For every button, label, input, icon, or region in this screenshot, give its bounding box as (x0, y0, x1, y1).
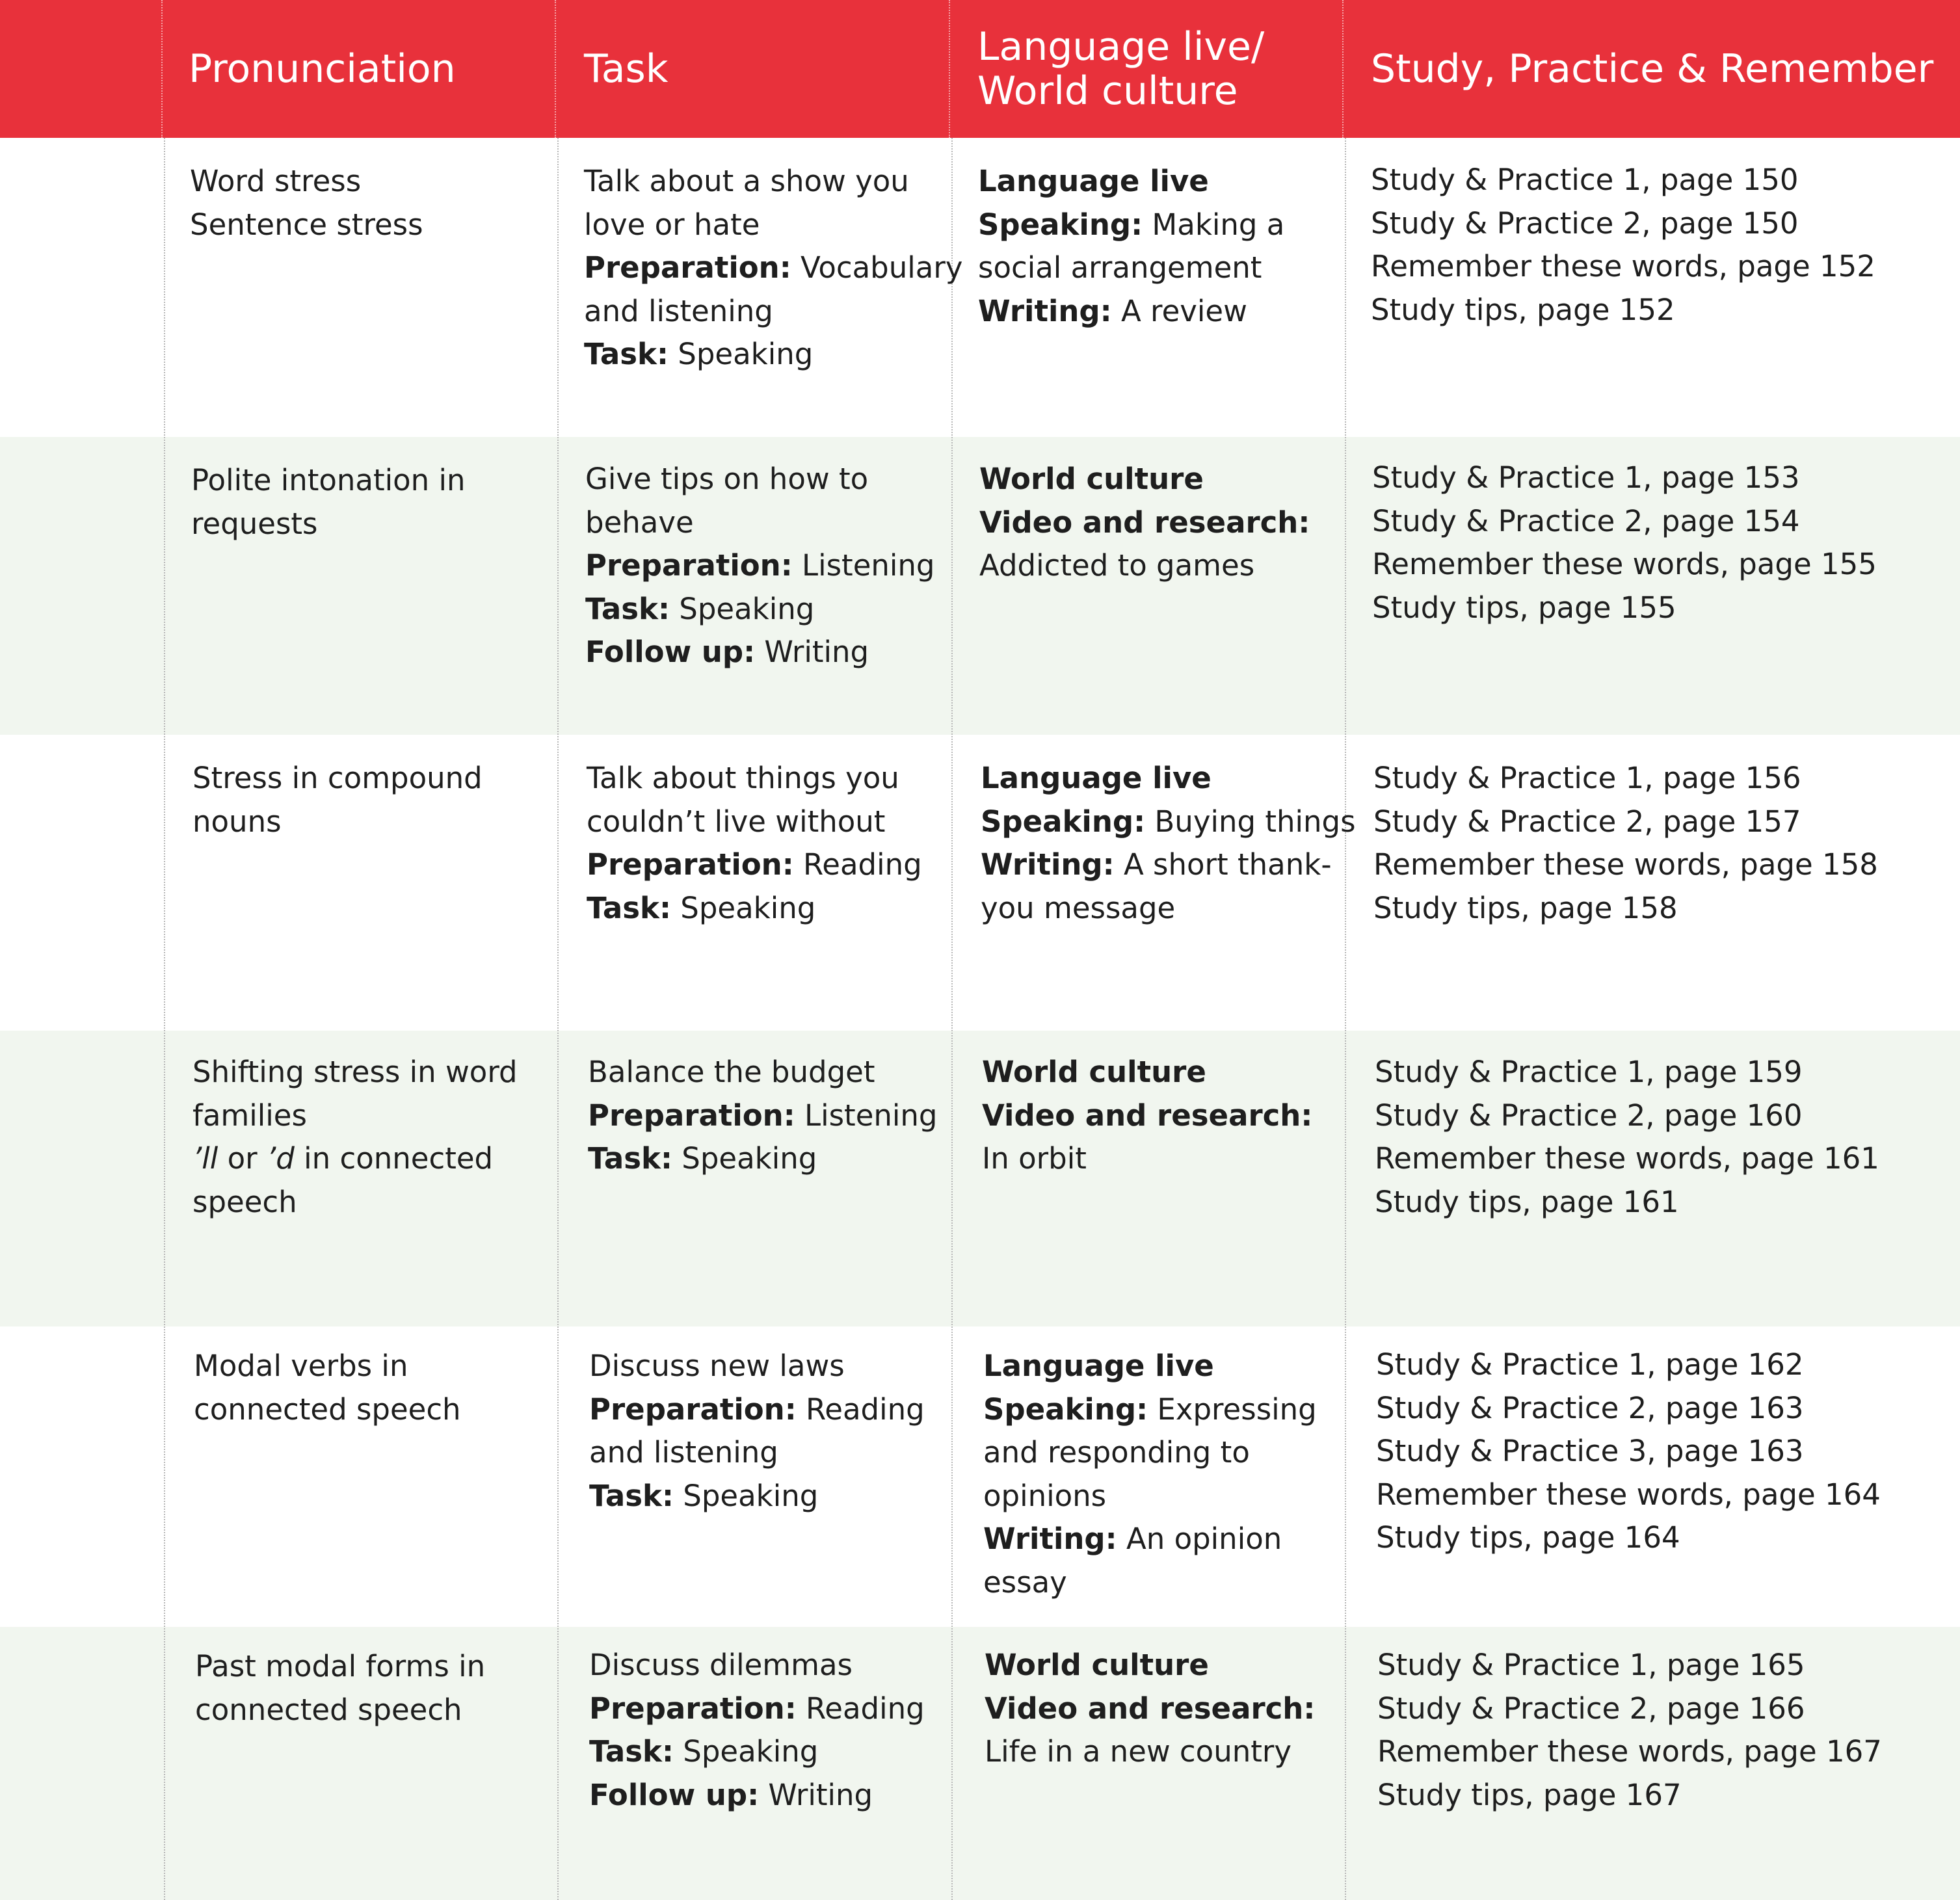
video-line (979, 501, 1310, 545)
task-label: Task: (589, 1478, 674, 1513)
study-link: Remember these words, page 161 (1375, 1141, 1879, 1176)
preparation-value: Listening (804, 1098, 938, 1133)
preparation-label: Preparation: (584, 250, 791, 285)
study-link: Remember these words, page 155 (1372, 547, 1877, 581)
row1-study (1371, 159, 1875, 332)
preparation-continuation: and listening (584, 293, 773, 328)
lang-title (983, 1345, 1317, 1388)
task-line (587, 887, 922, 930)
speaking-value: Expressing (1157, 1392, 1317, 1427)
preparation-value: Vocabulary (801, 250, 963, 285)
study-link: Study tips, page 164 (1376, 1520, 1680, 1555)
header-language-line1: Language live/ (977, 24, 1265, 70)
study-link: Study & Practice 1, page 150 (1371, 163, 1799, 197)
column-divider (1345, 0, 1346, 1900)
writing-line (983, 1518, 1317, 1561)
preparation-line (587, 843, 922, 887)
study-link: Study tips, page 155 (1372, 590, 1676, 625)
task-value: Speaking (682, 1141, 817, 1176)
study-link: Remember these words, page 167 (1377, 1734, 1882, 1769)
video-line (982, 1094, 1312, 1138)
video-value: Addicted to games (979, 548, 1255, 583)
follow-up-label: Follow up: (585, 635, 756, 669)
header-task-label: Task (584, 46, 669, 92)
row3-task (587, 757, 922, 930)
task-label: Task: (588, 1141, 672, 1176)
preparation-line (585, 544, 935, 588)
task-line (584, 333, 962, 376)
row5-study (1376, 1343, 1881, 1560)
task-title-line: Talk about a show you (584, 164, 909, 198)
task-title-line: Balance the budget (588, 1055, 875, 1089)
preparation-line (589, 1687, 925, 1731)
study-link: Remember these words, page 158 (1373, 847, 1878, 882)
task-label: Task: (584, 337, 669, 371)
column-divider (557, 0, 559, 1900)
pron-line: nouns (192, 804, 282, 839)
contraction-rest: in connected (294, 1141, 494, 1176)
video-line (985, 1687, 1315, 1731)
study-link: Study tips, page 167 (1377, 1777, 1682, 1812)
row5-task (589, 1345, 925, 1518)
writing-label: Writing: (983, 1522, 1117, 1556)
preparation-value: Reading (806, 1392, 925, 1427)
task-title-line: Discuss new laws (589, 1349, 845, 1383)
task-line (588, 1137, 938, 1181)
row2-study (1372, 456, 1877, 629)
task-label: Task: (587, 890, 671, 925)
study-link: Study & Practice 1, page 153 (1372, 460, 1800, 495)
pron-line: Shifting stress in word (192, 1055, 518, 1089)
writing-continuation: you message (981, 890, 1176, 925)
follow-up-line (589, 1774, 925, 1817)
task-value: Speaking (679, 591, 815, 626)
header-divider (161, 0, 163, 138)
task-value: Speaking (683, 1734, 819, 1769)
pron-line: Stress in compound (192, 761, 483, 795)
task-line (589, 1730, 925, 1774)
row1-task (584, 160, 962, 376)
speaking-line (981, 800, 1356, 844)
row4-pronunciation (192, 1051, 518, 1224)
preparation-label: Preparation: (585, 548, 793, 583)
task-label: Task: (589, 1734, 674, 1769)
lang-title-text: World culture (979, 462, 1204, 496)
preparation-line (589, 1388, 925, 1432)
study-link: Study tips, page 158 (1373, 890, 1678, 925)
header-language-line2: World culture (977, 68, 1238, 114)
row2-task (585, 458, 935, 674)
writing-label: Writing: (981, 847, 1115, 882)
pron-line: requests (191, 506, 318, 541)
row5-language (983, 1345, 1317, 1604)
speaking-label: Speaking: (983, 1392, 1148, 1427)
pron-line: Past modal forms in (195, 1649, 486, 1683)
study-link: Study & Practice 2, page 150 (1371, 205, 1799, 241)
header-task (584, 0, 948, 138)
preparation-label: Preparation: (589, 1392, 797, 1427)
speaking-continuation: and responding to (983, 1435, 1250, 1470)
task-value: Speaking (678, 337, 814, 371)
table-header (0, 0, 1960, 138)
writing-line (978, 290, 1284, 334)
pron-line-contractions (192, 1137, 518, 1181)
contraction-d: ’d (266, 1141, 295, 1176)
preparation-label: Preparation: (589, 1691, 797, 1726)
preparation-value: Reading (803, 847, 922, 882)
lang-title-text: World culture (982, 1055, 1206, 1089)
header-pronunciation-label: Pronunciation (189, 46, 456, 92)
row2-pronunciation (191, 459, 466, 546)
contraction-ll: ’ll (192, 1141, 219, 1176)
speaking-line (978, 204, 1284, 247)
lang-title (979, 458, 1310, 501)
follow-up-value: Writing (764, 635, 869, 669)
pron-line: Polite intonation in (191, 463, 466, 497)
pron-line: Sentence stress (190, 207, 423, 242)
study-link: Study tips, page 152 (1371, 292, 1675, 327)
pron-line: speech (192, 1184, 297, 1219)
task-title-line: Talk about things you (587, 761, 899, 795)
video-label: Video and research: (982, 1098, 1313, 1133)
study-link: Study & Practice 1, page 159 (1375, 1055, 1803, 1089)
writing-line (981, 843, 1356, 887)
row1-language (978, 160, 1284, 333)
row2-language (979, 458, 1310, 588)
speaking-value: Making a (1152, 207, 1285, 242)
speaking-continuation: opinions (983, 1478, 1107, 1513)
row4-study (1375, 1051, 1879, 1224)
study-link: Study tips, page 161 (1375, 1184, 1679, 1219)
task-line (585, 588, 935, 631)
writing-continuation: essay (983, 1564, 1067, 1600)
video-label: Video and research: (979, 505, 1310, 540)
study-link: Study & Practice 1, page 165 (1377, 1648, 1805, 1682)
lang-title-text: Language live (978, 164, 1209, 198)
task-title-line: couldn’t live without (587, 804, 886, 839)
lang-title-text: World culture (985, 1648, 1209, 1682)
task-value: Speaking (683, 1478, 819, 1513)
study-link: Remember these words, page 152 (1371, 249, 1875, 284)
pron-line: Modal verbs in (194, 1349, 408, 1383)
study-link: Study & Practice 2, page 154 (1372, 503, 1800, 538)
study-link: Study & Practice 1, page 156 (1373, 761, 1801, 795)
row6-pronunciation (195, 1645, 485, 1732)
preparation-continuation: and listening (589, 1435, 778, 1470)
preparation-line (588, 1094, 938, 1138)
follow-up-line (585, 631, 935, 674)
row4-language (982, 1051, 1312, 1181)
writing-value: A short thank- (1123, 847, 1332, 882)
lang-title (978, 160, 1284, 204)
header-divider (555, 0, 556, 138)
header-study-label: Study, Practice & Remember (1371, 46, 1934, 92)
video-label: Video and research: (985, 1691, 1316, 1726)
writing-value: An opinion (1126, 1522, 1282, 1556)
follow-up-value: Writing (768, 1777, 873, 1812)
writing-value: A review (1120, 293, 1247, 328)
preparation-line (584, 246, 962, 290)
preparation-value: Reading (806, 1691, 925, 1726)
speaking-label: Speaking: (981, 804, 1146, 839)
video-value: Life in a new country (985, 1734, 1292, 1769)
lang-title (985, 1644, 1315, 1687)
task-title-line: Give tips on how to (585, 462, 869, 496)
row3-pronunciation (192, 757, 483, 843)
speaking-continuation: social arrangement (978, 250, 1262, 285)
study-link: Study & Practice 2, page 160 (1375, 1098, 1803, 1133)
contraction-or: or (218, 1141, 267, 1176)
pron-line: connected speech (195, 1692, 462, 1727)
study-link: Study & Practice 2, page 166 (1377, 1691, 1805, 1726)
task-line (589, 1475, 925, 1518)
speaking-line (983, 1388, 1317, 1432)
writing-label: Writing: (978, 293, 1112, 328)
lang-title (982, 1051, 1312, 1094)
row6-task (589, 1644, 925, 1817)
study-link: Remember these words, page 164 (1376, 1477, 1881, 1512)
preparation-label: Preparation: (588, 1098, 795, 1133)
header-language-live (977, 0, 1342, 138)
preparation-value: Listening (802, 548, 935, 583)
task-label: Task: (585, 591, 670, 626)
row5-pronunciation (194, 1345, 461, 1431)
follow-up-label: Follow up: (589, 1777, 760, 1812)
lang-title-text: Language live (983, 1349, 1214, 1383)
study-link: Study & Practice 1, page 162 (1376, 1347, 1804, 1382)
row6-study (1377, 1644, 1882, 1817)
lang-title (981, 757, 1356, 800)
column-divider (164, 0, 165, 1900)
row6-language (985, 1644, 1315, 1774)
pron-line: families (192, 1098, 307, 1133)
speaking-label: Speaking: (978, 207, 1143, 242)
speaking-value: Buying things (1154, 804, 1356, 839)
study-link: Study & Practice 3, page 163 (1376, 1434, 1804, 1468)
study-link: Study & Practice 2, page 157 (1373, 804, 1801, 839)
row3-study (1373, 757, 1878, 930)
row4-task (588, 1051, 938, 1181)
preparation-label: Preparation: (587, 847, 794, 882)
header-pronunciation (189, 0, 553, 138)
row3-language (981, 757, 1356, 930)
study-link: Study & Practice 2, page 163 (1376, 1390, 1804, 1425)
task-title-line: Discuss dilemmas (589, 1648, 853, 1682)
pron-line: connected speech (194, 1392, 461, 1427)
task-value: Speaking (680, 890, 816, 925)
header-divider (1342, 0, 1344, 138)
task-title-line: behave (585, 505, 694, 540)
pron-line: Word stress (190, 164, 362, 198)
video-value: In orbit (982, 1141, 1087, 1176)
header-divider (949, 0, 950, 138)
row1-pronunciation (190, 160, 423, 246)
lang-title-text: Language live (981, 761, 1212, 795)
task-title-line: love or hate (584, 207, 760, 242)
header-study (1371, 0, 1956, 138)
